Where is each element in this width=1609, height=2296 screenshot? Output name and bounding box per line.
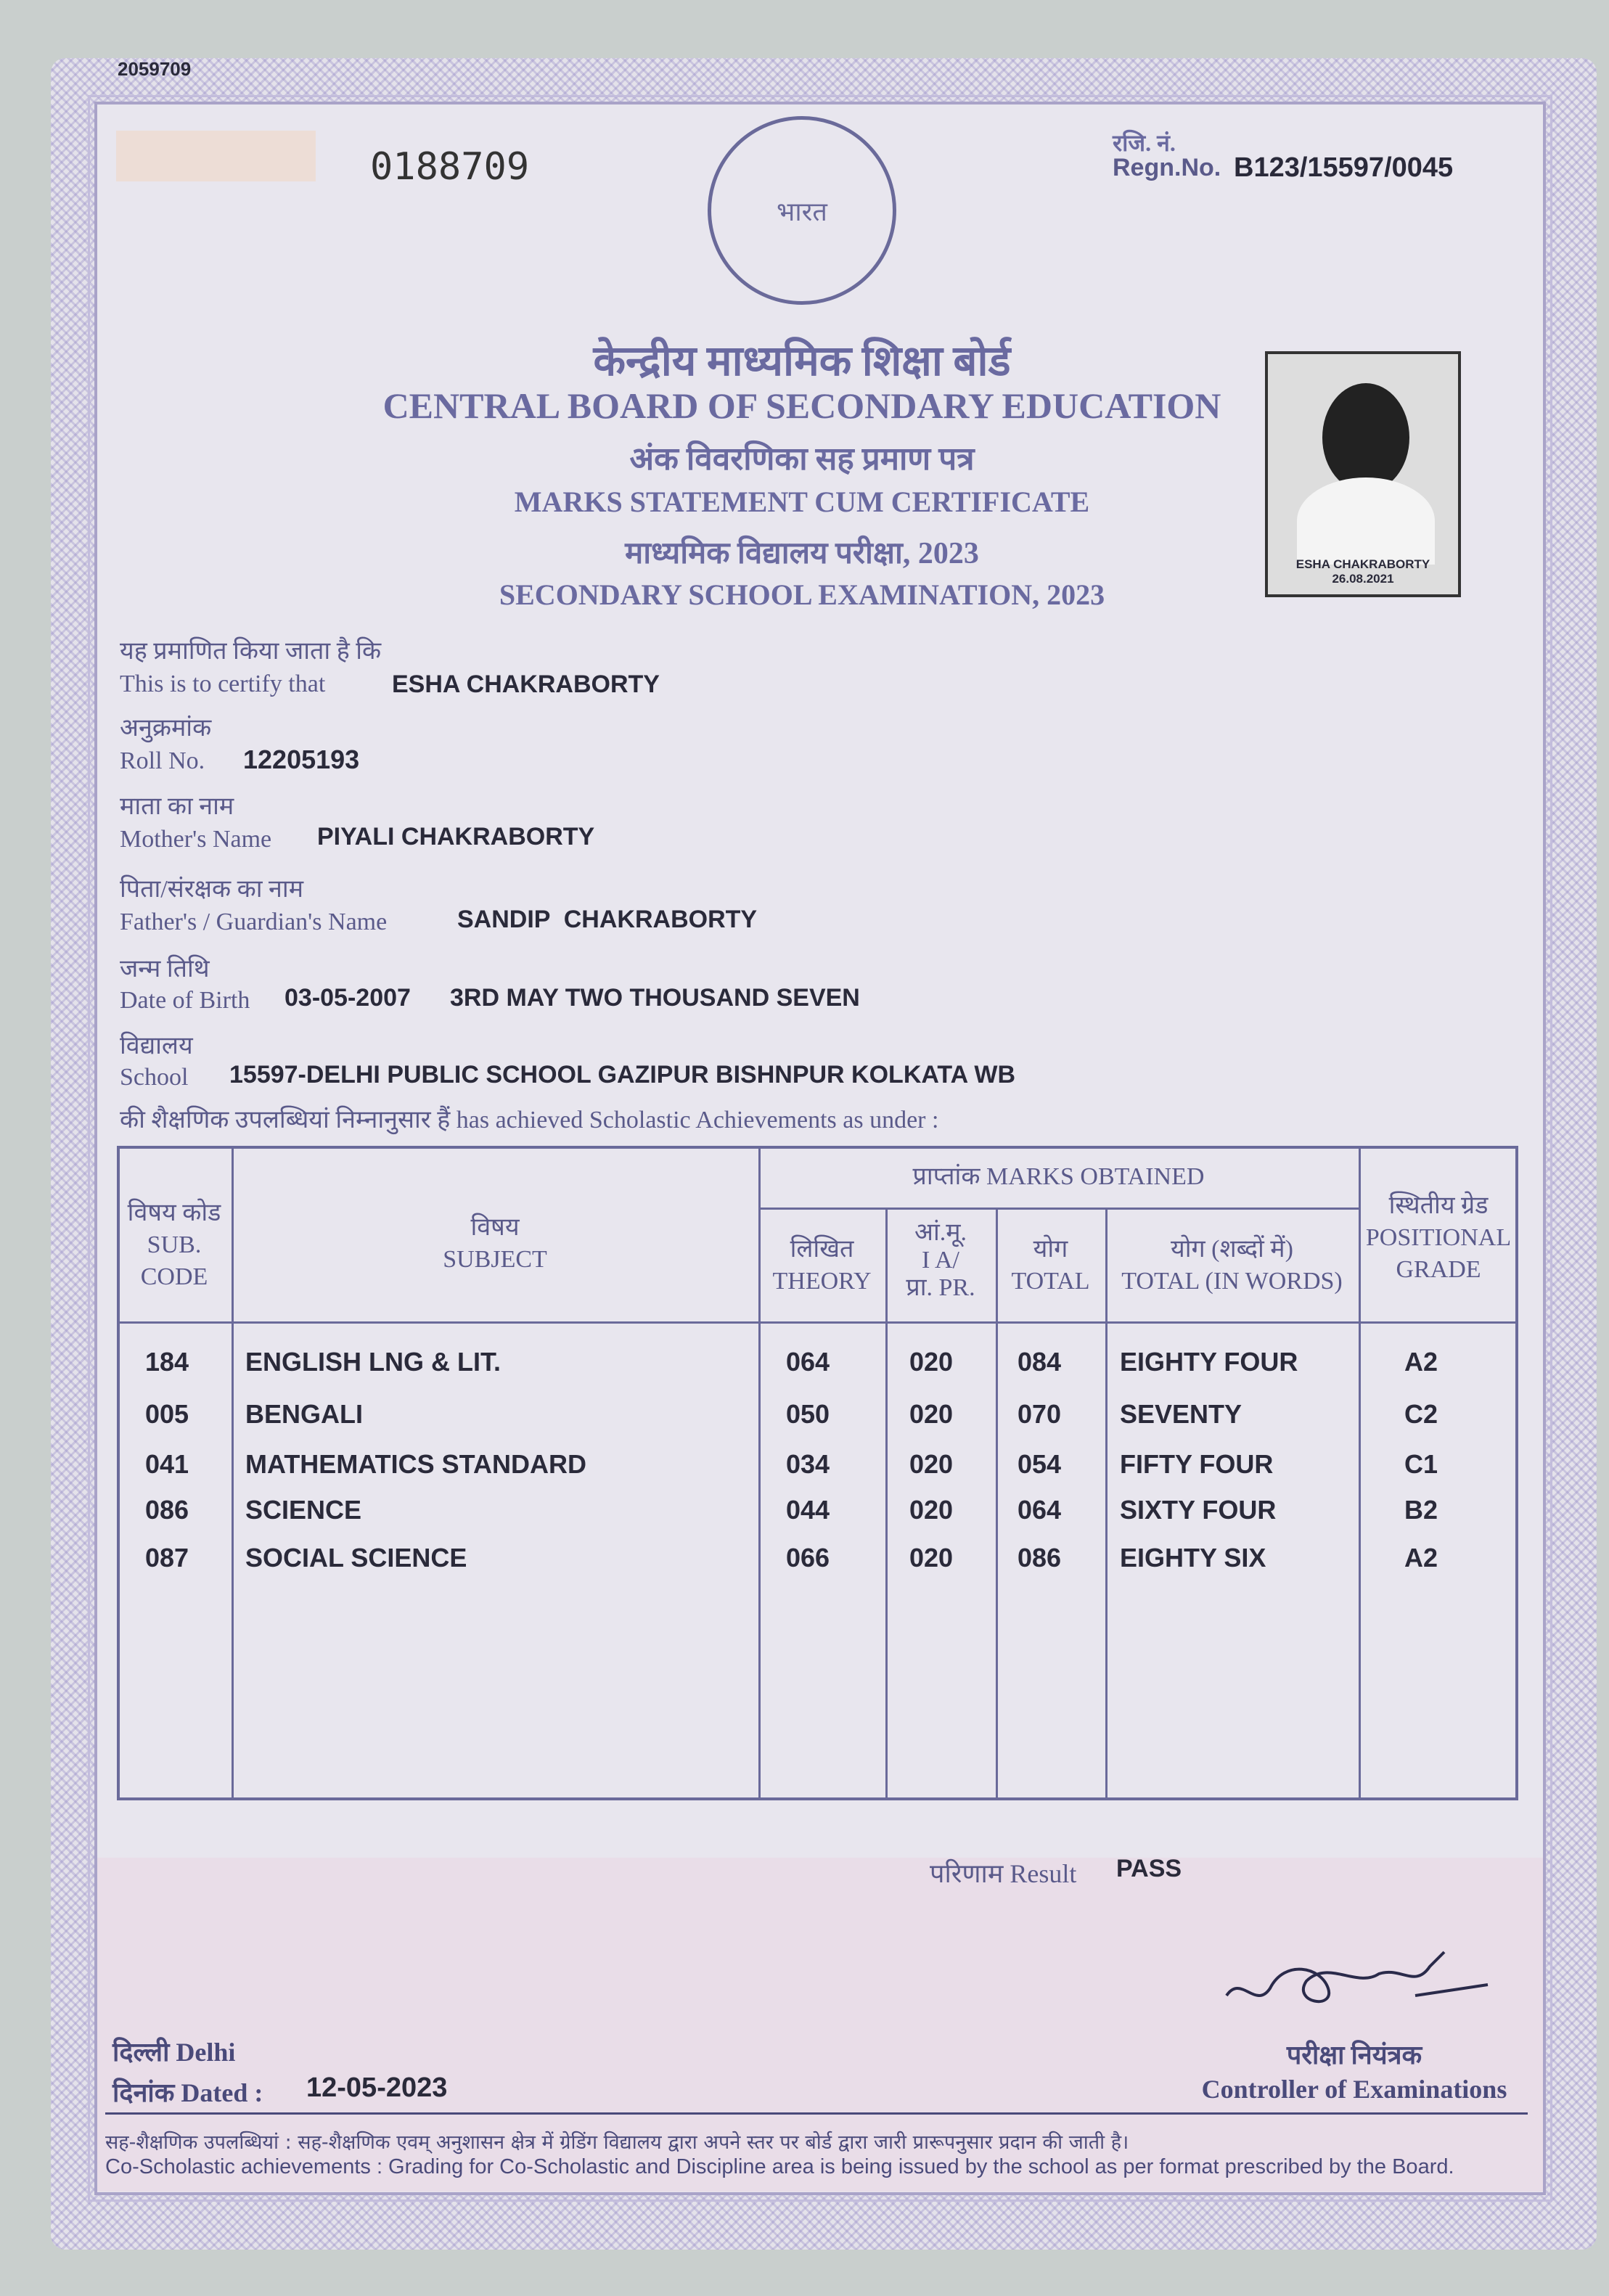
cbse-emblem-icon: भारत: [708, 116, 896, 305]
grade: C2: [1404, 1399, 1438, 1429]
total-words: SEVENTY: [1120, 1399, 1242, 1429]
sub-code: 041: [145, 1449, 189, 1479]
total-words: EIGHTY SIX: [1120, 1543, 1266, 1573]
controller-title: Controller of Examinations: [1201, 2075, 1507, 2104]
col-subject-header: विषय SUBJECT: [443, 1214, 547, 1273]
controller-title-hi: परीक्षा नियंत्रक: [1286, 2041, 1422, 2070]
exam-title-hi: माध्यमिक विद्यालय परीक्षा, 2023: [625, 537, 979, 570]
student-name: ESHA CHAKRABORTY: [392, 671, 660, 698]
certify-label-hi: यह प्रमाणित किया जाता है कि: [120, 638, 382, 665]
ia-marks: 020: [909, 1399, 954, 1429]
regn-number: B123/15597/0045: [1234, 152, 1454, 183]
col-grade-header: स्थितीय ग्रेड POSITIONAL GRADE: [1365, 1192, 1512, 1283]
mother-label: Mother's Name: [120, 826, 272, 853]
co-scholastic-note-hi: सह-शैक्षणिक उपलब्धियां : सह-शैक्षणिक एवम् अनुशासन क्षेत्र में ग्रेडिंग विद्यालय द्वारा अपने स्तर पर बोर्ड द्वारा जारी प्रारूपनुसार प्रदान की जाती है।: [105, 2131, 1129, 2154]
school-label-hi: विद्यालय: [120, 1033, 193, 1059]
result-value: PASS: [1116, 1855, 1182, 1882]
grade: C1: [1404, 1449, 1438, 1479]
subject-name: ENGLISH LNG & LIT.: [245, 1347, 501, 1377]
exam-title: SECONDARY SCHOOL EXAMINATION, 2023: [499, 578, 1105, 611]
dob-label-hi: जन्म तिथि: [120, 956, 210, 983]
col-code-header: विषय कोड SUB. CODE: [127, 1200, 221, 1290]
col-ia-header: आं.मू. I A/ प्रा. PR.: [906, 1219, 975, 1301]
grade: B2: [1404, 1495, 1438, 1525]
mother-name: PIYALI CHAKRABORTY: [317, 823, 595, 850]
regn-label: Regn.No.: [1113, 154, 1221, 181]
certificate-number: 0188709: [370, 145, 530, 189]
ia-marks: 020: [909, 1449, 954, 1479]
dated-label: दिनांक Dated :: [112, 2078, 263, 2107]
ia-marks: 020: [909, 1495, 954, 1525]
theory-marks: 064: [786, 1347, 830, 1377]
father-label-hi: पिता/संरक्षक का नाम: [120, 876, 304, 903]
marks-obtained-header: प्राप्तांक MARKS OBTAINED: [912, 1163, 1205, 1190]
mother-label-hi: माता का नाम: [120, 793, 234, 820]
doc-title-hi: अंक विवरणिका सह प्रमाण पत्र: [629, 441, 975, 477]
place-hi: दिल्ली: [112, 2038, 170, 2067]
total-marks: 084: [1018, 1347, 1062, 1377]
doc-title: MARKS STATEMENT CUM CERTIFICATE: [514, 485, 1090, 518]
total-marks: 086: [1018, 1543, 1062, 1573]
grade: A2: [1404, 1347, 1438, 1377]
total-words: SIXTY FOUR: [1120, 1495, 1277, 1525]
serial-top: 2059709: [118, 58, 192, 80]
father-name: SANDIP CHAKRABORTY: [457, 906, 758, 933]
issue-date: 12-05-2023: [306, 2072, 448, 2103]
sub-code: 184: [145, 1347, 189, 1377]
dob-label: Date of Birth: [120, 987, 250, 1014]
photo-date: 26.08.2021: [1332, 572, 1394, 586]
grade: A2: [1404, 1543, 1438, 1573]
father-label: Father's / Guardian's Name: [120, 909, 388, 935]
theory-marks: 066: [786, 1543, 830, 1573]
certify-label: This is to certify that: [120, 671, 326, 697]
total-marks: 070: [1018, 1399, 1062, 1429]
total-marks: 054: [1018, 1449, 1062, 1479]
subject-name: SCIENCE: [245, 1495, 362, 1525]
dob-words: 3RD MAY TWO THOUSAND SEVEN: [450, 984, 860, 1012]
total-words: EIGHTY FOUR: [1120, 1347, 1298, 1377]
place: Delhi: [176, 2038, 236, 2067]
sub-code: 087: [145, 1543, 189, 1573]
ia-marks: 020: [909, 1347, 954, 1377]
stamp-mark: [116, 131, 316, 181]
total-words: FIFTY FOUR: [1120, 1449, 1274, 1479]
ia-marks: 020: [909, 1543, 954, 1573]
subject-name: MATHEMATICS STANDARD: [245, 1449, 586, 1479]
col-total-header: योग TOTAL: [1011, 1236, 1090, 1295]
subject-name: BENGALI: [245, 1399, 363, 1429]
board-title: CENTRAL BOARD OF SECONDARY EDUCATION: [382, 385, 1221, 426]
co-scholastic-note: Co-Scholastic achievements : Grading for Co-Scholastic and Discipline area is being issued by the school as per format prescribed by the Board.: [105, 2155, 1454, 2178]
achievements-intro: की शैक्षणिक उपलब्धियां निम्नानुसार हैं has achieved Scholastic Achievements as under :: [120, 1107, 939, 1133]
roll-label: Roll No.: [120, 747, 205, 774]
sub-code: 086: [145, 1495, 189, 1525]
photo-name: ESHA CHAKRABORTY: [1295, 557, 1430, 571]
board-title-hi: केन्द्रीय माध्यमिक शिक्षा बोर्ड: [593, 337, 1011, 385]
school-name: 15597-DELHI PUBLIC SCHOOL GAZIPUR BISHNPUR KOLKATA WB: [229, 1061, 1016, 1088]
theory-marks: 044: [786, 1495, 830, 1525]
dob-value: 03-05-2007: [284, 984, 411, 1012]
sub-code: 005: [145, 1399, 189, 1429]
result-label: परिणाम Result: [930, 1859, 1077, 1888]
subject-name: SOCIAL SCIENCE: [245, 1543, 467, 1573]
total-marks: 064: [1018, 1495, 1062, 1525]
col-words-header: योग (शब्दों में) TOTAL (IN WORDS): [1121, 1236, 1343, 1295]
regn-label-hi: रजि. नं.: [1113, 130, 1176, 156]
theory-marks: 050: [786, 1399, 830, 1429]
roll-number: 12205193: [243, 745, 360, 774]
roll-label-hi: अनुक्रमांक: [120, 715, 212, 742]
school-label: School: [120, 1064, 189, 1091]
theory-marks: 034: [786, 1449, 830, 1479]
controller-signature: [1212, 1945, 1495, 2025]
student-photo: [1265, 351, 1461, 597]
col-theory-header: लिखित THEORY: [772, 1236, 872, 1295]
